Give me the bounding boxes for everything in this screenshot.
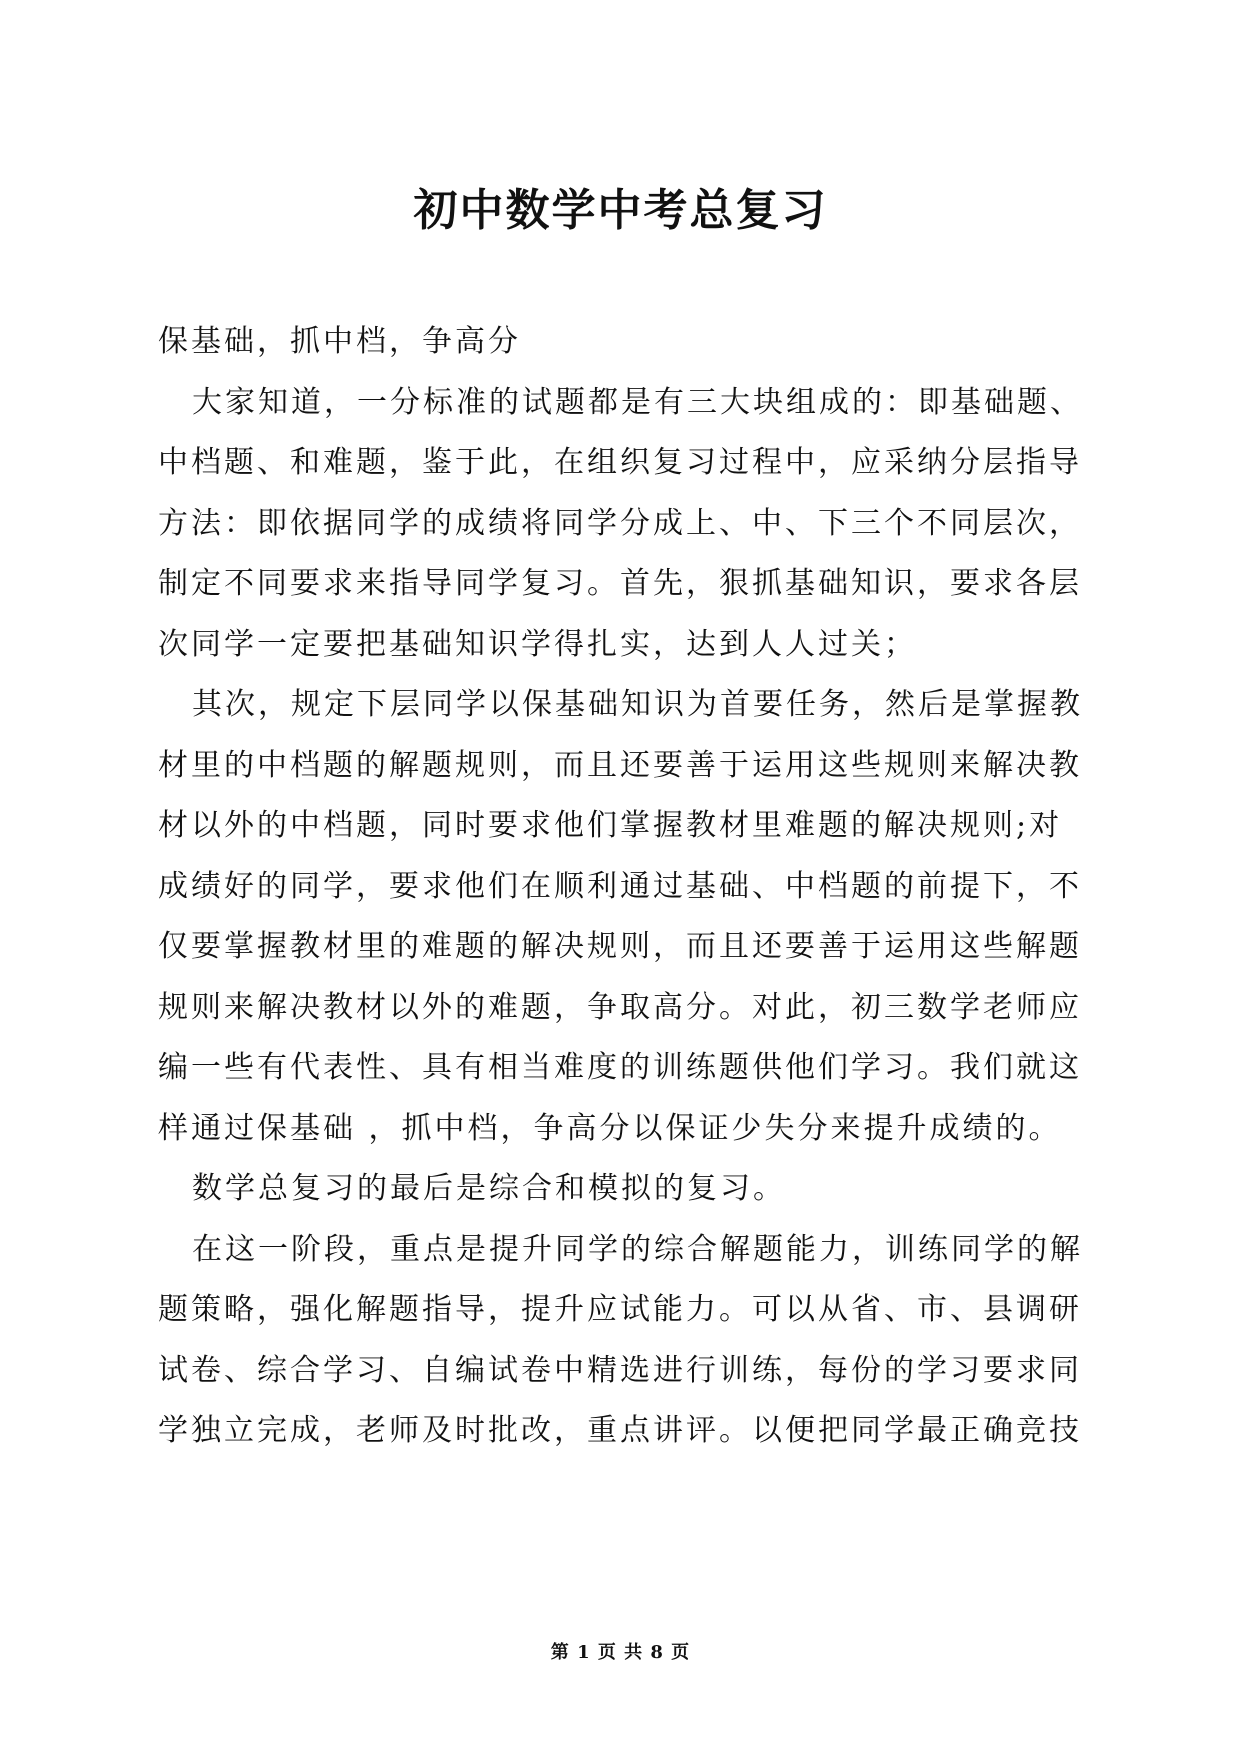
paragraph-1: 大家知道，一分标准的试题都是有三大块组成的：即基础题、中档题、和难题，鉴于此，在组织复习过程中，应采纳分层指导方法：即依据同学的成绩将同学分成上、中、下三个不同层次，制定不同要求来指导同学复习。首先，狠抓基础知识，要求各层次同学一定要把基础知识学得扎实，达到人人过关； [158,384,1083,662]
paragraph-3: 数学总复习的最后是综合和模拟的复习。 [192,1171,786,1206]
paragraph-2: 其次，规定下层同学以保基础知识为首要任务，然后是掌握教材里的中档题的解题规则，而且还要善于运用这些规则来解决教材以外的中档题，同时要求他们掌握教材里难题的解决规则;对成绩好的同学，要求他们在顺利通过基础、中档题的前提下，不仅要掌握教材里的难题的解决规则，而且还要善于运用这些解题规则来解决教材以外的难题，争取高分。对此，初三数学老师应编一些有代表性、具有相当难度的训练题供他们学习。我们就这样通过保基础 ，抓中档，争高分以保证少失分来提升成绩的。 [158,687,1083,1146]
document-body [158,312,1092,1462]
subtitle: 保基础，抓中档，争高分 [158,324,521,359]
paragraph-4: 在这一阶段，重点是提升同学的综合解题能力，训练同学的解题策略，强化解题指导，提升应试能力。可以从省、市、县调研试卷、综合学习、自编试卷中精选进行训练，每份的学习要求同学独立完成，老师及时批改，重点讲评。以便把同学最正确竞技 [158,1231,1083,1448]
page-number-footer: 第 1 页 共 8 页 [550,1642,691,1663]
page-title: 初中数学中考总复习 [413,185,828,236]
